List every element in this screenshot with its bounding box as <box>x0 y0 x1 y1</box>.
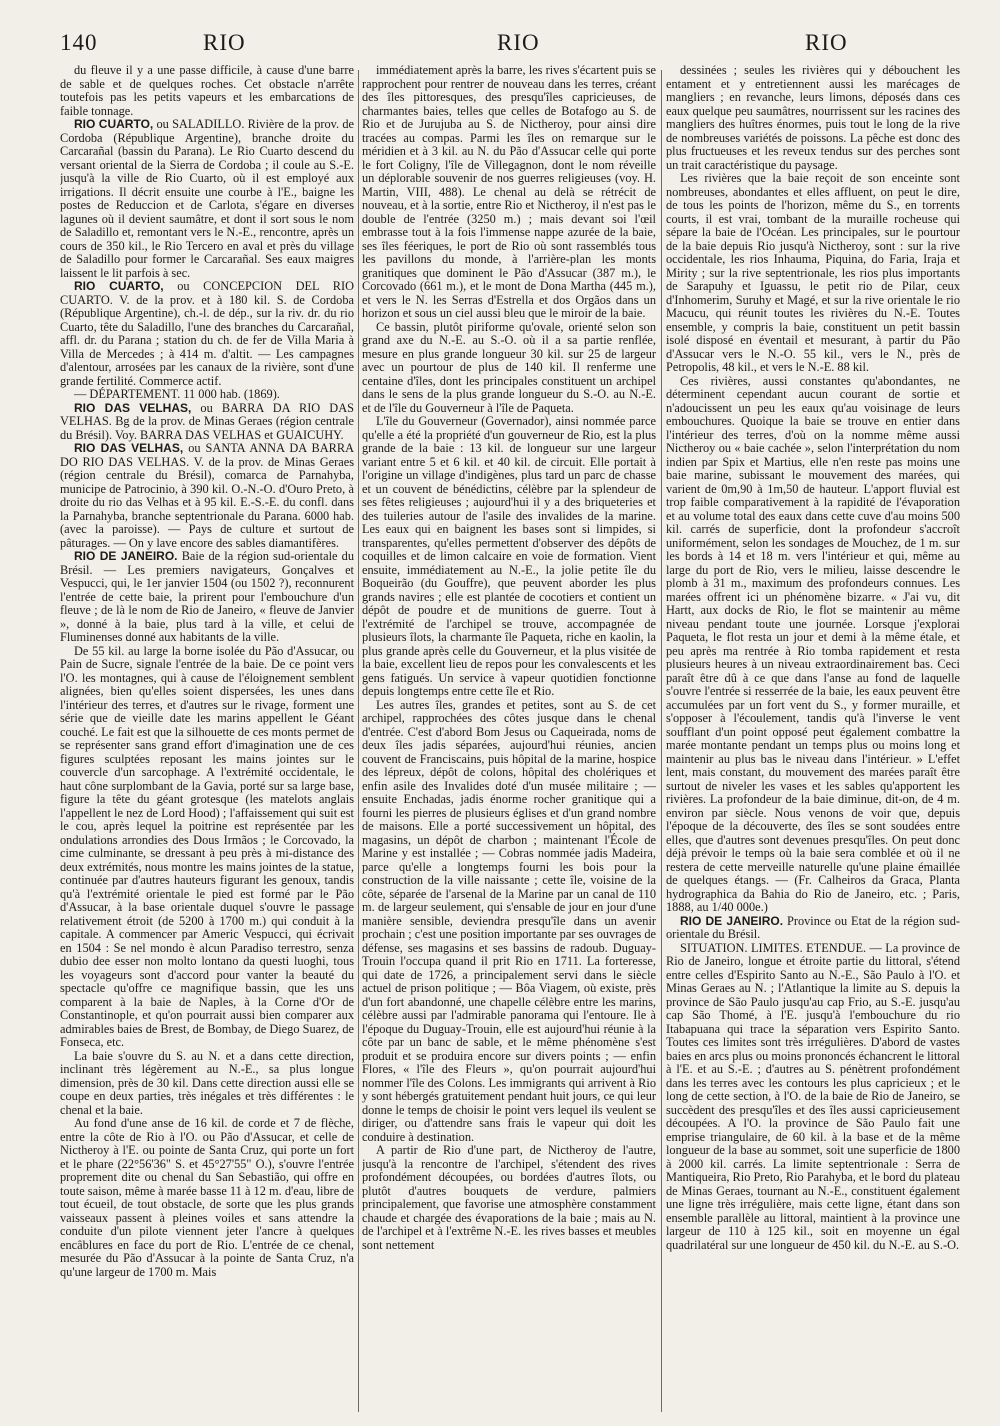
paragraph-text: dessinées ; seules les rivières qui y débouchent les entament et y entretiennent aussi les marécages de mangliers ; en revanche, leurs limons, déposés dans ces eaux quelque peu saumâtres, nourrissent sur les racines des mangliers des huîtres énormes, puis tout le long de la rive de nombreuses variétés de poissons. La pêche est donc des plus fructueuses et les reveux tendus sur des perches sont un trait caractéristique du paysage. <box>666 64 960 172</box>
column-divider <box>358 70 359 1412</box>
running-head: RIO <box>805 30 848 55</box>
text-column-1 <box>60 64 354 1416</box>
paragraph-text: Les autres îles, grandes et petites, sont au S. de cet archipel, rapprochées des côtes jusque dans le chenal d'entrée. C'est d'abord Bom Jesus ou Caqueirada, noms de deux îles jadis séparées, aujourd'hui réunies, ancien couvent de Franciscains, puis hôpital de la marine, hospice des lépreux, dépôt de colons, hôpital des cholériques et enfin asile des Invalides doté d'un musée militaire ; — ensuite Enchadas, jadis énorme rocher granitique qui a fourni les pierres de plusieurs églises et d'un grand nombre de maisons. Elle a porté successivement un hôpital, des magasins, un dépôt de charbon ; maintenant l'École de Marine y est installée ; — Cobras nommée jadis Madeira, parce qu'elle a longtemps fourni les bois pour la construction de la ville naissante ; cette île, voisine de la côte, séparée de l'arsenal de la Marine par un canal de 110 m. de largeur seulement, qui s'ensable de jour en jour d'une manière sensible, deviendra presqu'île dans un avenir prochain ; c'est une position importante par ses ouvrages de défense, ses magasins et ses bassins de radoub. Duguay-Trouin l'occupa quand il prit Rio en 1711. La forteresse, qui date de 1726, a principalement servi dans le siècle actuel de prison politique ; — Bôa Viagem, où existe, près d'un fort abandonné, une chapelle célèbre entre les marins, célèbre aussi par l'admirable panorama qui l'entoure. Ile à l'époque du Duguay-Trouin, elle est aujourd'hui réunie à la côte par un banc de sable, et le même phénomène s'est produit et se produira encore sur divers points ; — enfin Flores, « l'île des Fleurs », qu'on pourrait aujourd'hui nommer l'île des Colons. Les immigrants qui arrivent à Rio y sont hébergés gratuitement pendant huit jours, ce qui leur donne le temps de choisir le point vers lequel ils veulent se diriger, ou d'attendre sans frais le vapeur qui doit les conduire à destination. <box>362 697 656 1144</box>
paragraph <box>60 1117 354 1279</box>
paragraph <box>60 1050 354 1118</box>
paragraph <box>60 64 354 118</box>
paragraph-text: Baie de la région sud-orientale du Brésil. — Les premiers navigateurs, Gonçalves et Vespucci, qui, le 1er janvier 1504 (ou 1502 ?), reconnurent l'entrée de cette baie, la prirent pour l'embouchure d'un fleuve ; de là le nom de Rio de Janeiro, « fleuve de Janvier », donné à la baie, plus tard à la ville, et celui de Fluminenses donné aux habitants de la ville. <box>60 549 354 644</box>
paragraph <box>666 64 960 172</box>
paragraph <box>60 388 354 402</box>
paragraph-text: L'île du Gouverneur (Governador), ainsi nommée parce qu'elle a été la propriété d'un gouverneur de Rio, est la plus grande de la baie : 13 kil. de longueur sur une largeur variant entre 5 et 6 kil. et 40 kil. de circuit. Elle portait à l'origine un village d'indigènes, plus tard un parc de chasse et un couvent de bénédictins, célèbre par la splendeur de ses fêtes religieuses ; aujourd'hui il y a des briqueteries et des tuileries autour de l'asile des invalides de la marine. Les eaux qui en baignent les bases sont si limpides, si transparentes, qu'elles permettent d'observer des dépôts de coquilles et de limon calcaire en voie de formation. Vient ensuite, immédiatement au N.-E., la jolie petite île du Boqueirão (du Gouffre), que peuvent aborder les plus grands navires ; elle est plantée de cocotiers et contient un dépôt de poudre et de munitions de guerre. Tout à l'extrémité de l'archipel se trouve, accompagnée de plusieurs îlots, la charmante île Paqueta, riche en kaolin, la plus grande après celle du Gouverneur, et la plus visitée de la baie, excellent lieu de repos pour les convalescents et les gens fatigués. Un service à vapeur quotidien fonctionne depuis longtemps entre cette île et Rio. <box>362 414 656 698</box>
paragraph-text: immédiatement après la barre, les rives s'écartent puis se rapprochent pour rentrer de nouveau dans les terres, créant des îles pittoresques, des presqu'îles capricieuses, de charmantes baies, telles que celles de Botafogo au S. de Rio et de Jurujuba au S. de Nictheroy, pour ainsi dire tracées au compas. Parmi les îles on remarque sur le méridien et à 3 kil. au N. du Pão d'Assucar celle qui porte le fort Coligny, l'île de Villegagnon, dont le nom réveille un déplorable souvenir de nos guerres religieuses (voy. H. Martin, VIII, 488). Le chenal au delà se rétrécit de nouveau, et à la sortie, entre Rio et Nictheroy, il n'est pas le double de l'entrée (3250 m.) ; mais devant soi l'œil embrasse tout à la fois l'immense nappe azurée de la baie, ses îles féeriques, le port de Rio où sont rassemblés tous les pavillons du monde, à l'arrière-plan les monts granitiques que dominent le Pão d'Assucar (387 m.), le Corcovado (661 m.), et le mont de Dona Martha (445 m.), et vers le N. les Serras d'Estrella et dos Orgãos dans un horizon et sous un ciel aussi bleu que le miroir de la baie. <box>362 64 656 320</box>
entry-heading: RIO DAS VELHAS, <box>74 441 184 455</box>
paragraph-text: Province ou Etat de la région sud-orientale du Brésil. <box>666 913 960 941</box>
paragraph-text: ou BARRA DA RIO DAS VELHAS. Bg de la prov. de Minas Geraes (région centrale du Brésil). Voy. BARRA DAS VELHAS et GUAICUHY. <box>60 400 354 442</box>
text-column-2 <box>362 64 656 1416</box>
column-divider <box>661 70 662 1412</box>
paragraph <box>362 64 656 321</box>
paragraph-text: ou CONCEPCION DEL RIO CUARTO. V. de la prov. et à 180 kil. S. de Cordoba (République Argentine), ch.-l. de dép., sur la riv. dr. du rio Cuarto, tête du Saladillo, l'une des branches du Carcarañal, affl. dr. du Parana ; station du ch. de fer de Villa Maria à Villa de Mercedes ; à 414 m. d'altit. — Les campagnes d'alentour, arrosées par les canaux de la rivière, sont d'une grande fertilité. Commerce actif. <box>60 279 354 388</box>
paragraph-text: ou SALADILLO. Rivière de la prov. de Cordoba (République Argentine), branche droite du Carcarañal (bassin du Parana). Le Rio Cuarto descend du versant oriental de la Sierra de Cordoba ; il coule au S.-E. jusqu'à la ville de Rio Cuarto, où il est employé aux irrigations. Il décrit ensuite une courbe à l'E., baigne les postes de Reduccion et de Carlota, s'égare en diverses lagunes où il devient saumâtre, et dont il sort sous le nom de Saladillo et, remontant vers le N.-E., rencontre, après un cours de 350 kil., le Rio Tercero en aval et près du village de Saladillo pour former le Carcarañal. Ses eaux maigres laissent le lit parfois à sec. <box>60 117 354 280</box>
paragraph-text: ou SANTA ANNA DA BARRA DO RIO DAS VELHAS. V. de la prov. de Minas Geraes (région centrale du Brésil), comarca de Parnahyba, municipe de Patrocinio, à 390 kil. O.-N.-O. d'Ouro Preto, à droite du rio das Velhas et à 95 kil. E.-S.-E. du confl. dans la Parnahyba, branche septentrionale du Parana. 6000 hab. (avec la paroisse). — Pays de culture et surtout de pâturages. — On y lave encore des sables diamantifères. <box>60 441 354 550</box>
paragraph-text: La baie s'ouvre du S. au N. et a dans cette direction, inclinant très légèrement au N.-E., sa plus longue dimension, près de 30 kil. Dans cette direction aussi elle se coupe en deux parties, très inégales et très différentes : le chenal et la baie. <box>60 1048 354 1117</box>
paragraph-text: Ces rivières, aussi constantes qu'abondantes, ne déterminent cependant aucun courant de sortie et n'adoucissent un peu les eaux qu'au voisinage de leurs embouchures. Quoique la baie se trouve en entier dans l'intérieur des terres, d'où on la nomme même aussi Nictheroy ou « baie cachée », selon l'interprétation du nom indien par Spix et Martius, elle n'en reste pas moins une baie marine, subissant le mouvement des marées, qui varient de 0m,90 à 1m,50 de hauteur. L'apport fluvial est trop faible comparativement à la rapidité de l'évaporation et au volume total des eaux dans cette cuve d'au moins 500 kil. carrés de superficie, dont la profondeur s'accroît uniformément, selon les sondages de Mouchez, de 1 m. sur les bords à 14 et 18 m. vers l'intérieur et qui, même au large du port de Rio, vers le milieu, laisse descendre le plomb à 31 m., maximum des profondeurs connues. Les marées offrent ici un phénomène bizarre. « J'ai vu, dit Hartt, aux docks de Rio, le flot se maintenir au même niveau pendant toute une journée. Lorsque j'explorai Paqueta, le flot resta un jour et demi à la même étale, et peu après ma rentrée à Rio tomba rapidement et resta plusieurs heures à un niveau extraordinairement bas. Ceci paraît être dû à ce que dans l'anse au fond de laquelle s'ouvre l'entrée si resserrée de la baie, les eaux peuvent être accumulées par un fort vent du S., y former muraille, et s'opposer à l'écoulement, tandis qu'à l'inverse le vent soufflant d'un point opposé peut également combattre la marée montante pendant un temps plus ou moins long et maintenir au plus bas le niveau dans l'intérieur. » L'effet lent, mais constant, du mouvement des marées paraît être surtout de niveler les vases et les sables qu'apportent les rivières. La profondeur de la baie diminue, dit-on, de 4 m. environ par siècle. Nous venons de voir que, depuis l'époque de la découverte, des îles se sont soudées entre elles, que d'autres sont devenues presqu'îles. On peut donc déjà prévoir le temps où la baie sera comblée et où il ne restera de cette merveille naturelle qu'une plaine émaillée de quelques étangs. — (Fr. Calheiros da Graca, Planta hydrographica da Bahia do Rio de Janeiro, etc. ; Paris, 1888, au 1/40 000e.) <box>666 373 960 914</box>
paragraph-text: Ce bassin, plutôt piriforme qu'ovale, orienté selon son grand axe du N.-E. au S.-O. où il a sa partie renflée, mesure en plus grande longueur 30 kil. sur 25 de largeur avec un pourtour de plus de 140 kil. Il renferme une centaine d'îles, dont les principales constituent un archipel dans le sens de la plus grande longueur du S.-O. au N.-E. et de l'île du Gouverneur à l'île de Paqueta. <box>362 319 656 415</box>
text-column-3 <box>666 64 960 1416</box>
paragraph <box>60 280 354 388</box>
paragraph <box>666 172 960 375</box>
paragraph <box>362 699 656 1145</box>
paragraph <box>60 118 354 280</box>
paragraph <box>60 550 354 645</box>
paragraph <box>666 942 960 1253</box>
running-head: RIO <box>203 30 246 55</box>
paragraph <box>60 402 354 443</box>
entry-heading: RIO DAS VELHAS, <box>74 400 192 415</box>
entry-heading: RIO DE JANEIRO. <box>74 549 178 563</box>
paragraph-text: A partir de Rio d'une part, de Nictheroy de l'autre, jusqu'à la rencontre de l'archipel, s'étendent des rives profondément découpées, ou bordées d'autres îlots, ou plutôt d'autres bouquets de verdure, palmiers principalement, que favorise une atmosphère constamment chaude et chargée des évaporations de la baie ; mais au N. de l'archipel et à l'extrême N.-E. les rives basses et meubles sont nettement <box>362 1143 656 1252</box>
paragraph <box>362 321 656 416</box>
paragraph-text: du fleuve il y a une passe difficile, à cause d'une barre de sable et de quelques roches. Cet obstacle n'arrête toutefois pas les petits vapeurs et les embarcations de faible tonnage. <box>60 64 354 118</box>
page-number: 140 <box>60 30 98 55</box>
paragraph <box>60 645 354 1050</box>
entry-heading: RIO CUARTO, <box>74 279 164 293</box>
paragraph-text: — DÉPARTEMENT. 11 000 hab. (1869). <box>74 387 280 401</box>
running-head: RIO <box>497 30 540 55</box>
entry-heading: RIO DE JANEIRO. <box>680 913 784 928</box>
paragraph-text: De 55 kil. au large la borne isolée du Pão d'Assucar, ou Pain de Sucre, signale l'entrée de la baie. De ce point vers l'O. les montagnes, qui à cause de l'éloignement semblent alignées, bien qu'elles soient dispersées, les unes dans l'intérieur des terres, et d'autres sur le rivage, forment une série que de vieille date les marins appellent le Géant couché. Le fait est que la silhouette de ces monts permet de se représenter sans grand effort d'imagination une de ces figures sculptées reposant les mains jointes sur le couvercle d'un sarcophage. A l'extrémité occidentale, le haut cône surplombant de la Gavia, porté sur sa large base, figure la tête du géant grotesque (les matelots anglais l'appellent le nez de Lord Hood) ; l'affaissement qui suit est le cou, après lequel la poitrine est représentée par les ondulations arrondies des Dous Irmãos ; le Corcovado, la cime culminante, se dressant à peu près à mi-distance des deux extrémités, nous montre les mains jointes de la statue, continuée par d'autres hauteurs figurant les genoux, tandis qu'à l'extrémité orientale le pied est formé par le Pão d'Assucar, à la base orientale duquel s'ouvre le passage relativement étroit (de 5200 à 1700 m.) qui conduit à la capitale. A commencer par Americ Vespucci, qui écrivait en 1504 : Se nel mondo è alcun Paradiso terrestro, senza dubio dee esser non molto lontano da questi luoghi, tous les voyageurs sont d'accord pour vanter la beauté du spectacle qu'offre ce magnifique bassin, que les uns comparent à la baie de Naples, à la Corne d'Or de Constantinople, et qu'on pourrait aussi bien comparer aux admirables baies de Brest, de Bombay, de Diego Suarez, de Fonseca, etc. <box>60 643 354 1049</box>
paragraph <box>60 442 354 550</box>
paragraph <box>362 1144 656 1252</box>
paragraph <box>362 415 656 699</box>
paragraph-text: SITUATION. LIMITES. ETENDUE. — La province de Rio de Janeiro, longue et étroite partie du littoral, s'étend entre celles d'Espirito Santo au N.-E., São Paulo à l'O. et Minas Geraes au N. ; l'Atlantique la limite au S. depuis la province de São Paulo jusqu'au cap Frio, au S.-E. jusqu'au cap São Thomé, à l'E. jusqu'à l'embouchure du rio Itabapuana qui trace la séparation vers Espirito Santo. Toutes ces limites sont très irrégulières. D'abord de vastes baies en arcs plus ou moins prononcés échancrent le littoral à l'E. et au S.-E. ; d'autres au S. pénètrent profondément dans les terres avec les contours les plus capricieux ; et le long de cette section, à l'O. de la baie de Rio de Janeiro, se succèdent des presqu'îles et des îles aussi capricieusement découpées. A l'O. la province de São Paulo fait une emprise triangulaire, de 60 kil. à la base et de la même longueur de la base au sommet, soit une superficie de 1800 à 2000 kil. carrés. La limite septentrionale : Serra de Mantiqueira, Rio Preto, Rio Parahyba, et le bord du plateau de Minas Geraes, tournant au N.-E., constituent également une ligne très irrégulière, mais cette ligne, étant dans son ensemble parallèle au littoral, maintient à la province une largeur de 110 à 125 kil., soit en moyenne un égal quadrilatéral sur une longueur de 450 kil. du N.-E. au S.-O. <box>666 940 960 1252</box>
entry-heading: RIO CUARTO, <box>74 117 154 131</box>
page-header <box>60 30 960 64</box>
paragraph-text: Les rivières que la baie reçoit de son enceinte sont nombreuses, abondantes et elles affluent, on peut le dire, de tous les points de l'horizon, même du S., en torrents courts, il est vrai, tombant de la muraille rocheuse qui sépare la baie de l'Océan. Les principales, sur le pourtour de la baie depuis Rio jusqu'à Nictheroy, sont : sur la rive occidentale, les rios Inhauma, Piquina, do Faria, Iraja et Mirity ; sur la rive septentrionale, les rios plus importants de Sarapuhy et Iguassu, le petit rio de Pilar, ceux d'Inhomerim, Suruhy et Magé, et sur la rive orientale le rio Macucu, qui réunit toutes les rivières du N.-E. Toutes ensemble, y compris la baie, constituent un petit bassin isolé disposé en éventail et mesurant, à partir du Pão d'Assucar vers le N.-O. 55 kil., vers le N., près de Petropolis, 48 kil., et vers le N.-E. 88 kil. <box>666 171 960 374</box>
paragraph <box>666 375 960 915</box>
paragraph <box>666 915 960 942</box>
paragraph-text: Au fond d'une anse de 16 kil. de corde et 7 de flèche, entre la côte de Rio à l'O. ou Pão d'Assucar, et celle de Nictheroy à l'E. ou pointe de Santa Cruz, qui porte un fort et le phare (22°56'36" S. et 45°27'55" O.), s'ouvre l'entrée proprement dite ou chenal du San Sebastião, qui offre en toute saison, même à marée basse 11 à 12 m. d'eau, libre de tout écueil, de tout obstacle, de sorte que les plus grands vaisseaux passent à pleines voiles et sans attendre la conduite d'un pilote viennent jeter l'ancre à quelques encâblures en face du port de Rio. L'entrée de ce chenal, mesurée du Pão d'Assucar à la pointe de Santa Cruz, n'a qu'une largeur de 1700 m. Mais <box>60 1116 354 1279</box>
